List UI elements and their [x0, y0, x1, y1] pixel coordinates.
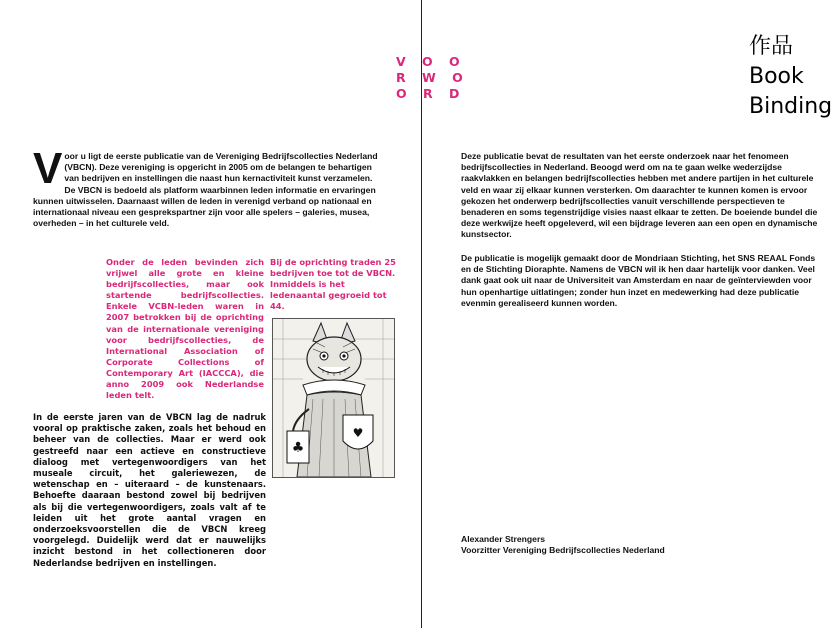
- tag-line-1: Book: [749, 64, 804, 89]
- signature-role: Voorzitter Vereniging Bedrijfscollecties Nederland: [461, 545, 665, 556]
- drop-cap: V: [33, 144, 63, 193]
- cheshire-cat-icon: [273, 319, 394, 477]
- lower-left-paragraph: In de eerste jaren van de VBCN lag de nadruk vooral op praktische zaken, zoals het behoud en beheer van de collecties. Maar er werd ook gestreefd naar een actieve en constructieve dialoog met vertegenwoordigers van het museale circuit, het galeriewezen, de wetenschap en – uiteraard – de kunstenaars. Behoefte daaraan bestond zowel bij bedrijven als bij die vertegenwoordigers, zoals valt af te leiden uit het grote aantal vragen en onderzoeksvoorstellen die de VBCN kreeg voorgelegd. Duidelijk werd dat er nauwelijks inzicht bestond in het collectioneren door Nederlandse bedrijven en instellingen.: [33, 412, 266, 568]
- voorwoord-title: [396, 54, 469, 102]
- right-paragraph-2: De publicatie is mogelijk gemaakt door de Mondriaan Stichting, het SNS REAAL Fonds en de Stichting Dioraphte. Namens de VBCN wil ik hen daar hartelijk voor danken. Veel dank gaat ook uit naar de Universiteit van Amsterdam en naar de geïnterviewden voor hun openhartige uitlatingen; zonder hun inzet en medewerking had deze publicatie evenmin gerealiseerd kunnen worden.: [461, 253, 816, 308]
- svg-text:♣: ♣: [291, 440, 305, 456]
- pull-quote-left: Onder de leden bevinden zich vrijwel alle grote en kleine bedrijfscollecties, maar ook startende bedrijfscollecties. Enkele VCBN-leden waren in 2007 betrokken bij de oprichting van de internationale vereniging voor bedrijfscollecties, de International Association of Corporate Collections of Contemporary Art (IACCCA), die anno 2009 ook Nederlandse leden telt.: [106, 257, 264, 401]
- pull-quote-right: Bij de oprichting traden 25 bedrijven toe tot de VBCN. Inmiddels is het ledenaantal gegroeid tot 44.: [270, 257, 396, 312]
- signature-name: Alexander Strengers: [461, 534, 546, 544]
- corner-tag: [749, 32, 832, 122]
- signature-block: [461, 534, 821, 556]
- svg-text:♥: ♥: [352, 426, 364, 440]
- intro-text: oor u ligt de eerste publicatie van de Vereniging Bedrijfscollecties Nederland (VBCN). Deze vereniging is opgericht in 2005 om de belangen te behartigen van bedrijven en instellingen die naast hun kernactiviteit kunst verzamelen. De VBCN is bedoeld als platform waarbinnen leden informatie en ervaringen kunnen uitwisselen. Daarnaast willen de leden in verenigd verband op nationaal en internationaal niveau een gesprekspartner zijn voor alle spelers – galeries, musea, overheden – in het culturele veld.: [33, 151, 378, 229]
- tag-chinese: 作品: [749, 34, 794, 59]
- right-paragraph-1: Deze publicatie bevat de resultaten van het eerste onderzoek naar het fenomeen bedrijfscollecties in Nederland. Beoogd werd om na te gaan welke wederzijdse raakvlakken en belangen bedrijfscollecties hebben met andere partijen in het culturele veld en waar zij elkaar kunnen versterken. Om daarachter te kunnen komen is ervoor gekozen het onderwerp bedrijfscollecties vanuit verschillende perspectieven te benaderen en soms tegenstrijdige visies naast elkaar te zetten. De boeiende bundel die deze werkwijze heeft opgeleverd, wil een bijdrage leveren aan een open en dynamische kunstsector.: [461, 151, 818, 240]
- title-line-1: V O O: [396, 54, 466, 69]
- tag-line-2: Binding: [749, 94, 833, 119]
- title-line-3: O R D: [396, 86, 466, 101]
- intro-paragraph: [33, 144, 383, 229]
- cheshire-cat-illustration: [272, 318, 395, 478]
- title-line-2: R W O: [396, 70, 469, 85]
